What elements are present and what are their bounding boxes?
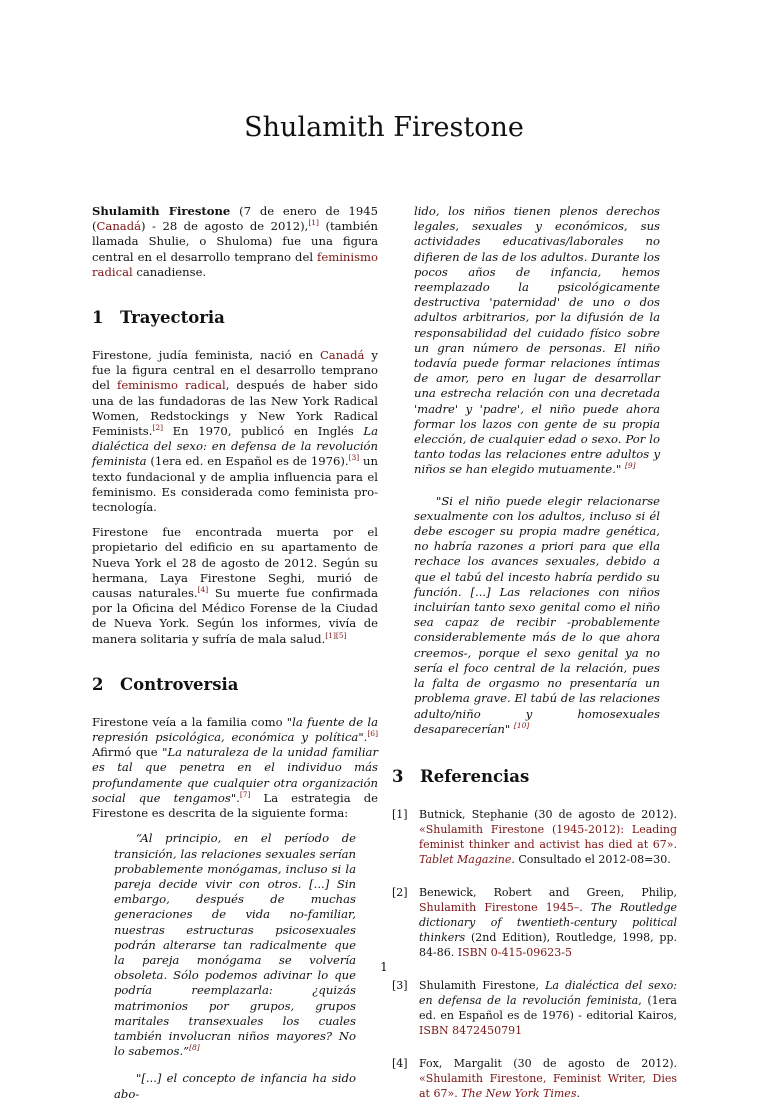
ref-link[interactable]: [4]	[197, 585, 209, 595]
text: Shulamith Firestone,	[419, 978, 546, 992]
reference-number: [3]	[392, 978, 408, 992]
text: Su muerte fue confirmada por la Oficina del Médico Forense de la Ciudad de Nueva York. Según los informes, vivía de manera solitaria y sufría de mala salud.	[92, 586, 378, 646]
isbn-link[interactable]: ISBN 8472450791	[419, 1023, 523, 1037]
section-heading-controversia	[92, 675, 378, 695]
text: Firestone veía a la familia como "	[92, 714, 293, 729]
reference-link[interactable]: «Shulamith Firestone, Feminist Writer, Dies at 67».	[419, 1071, 677, 1100]
text: Butnick, Stephanie (30 de agosto de 2012).	[419, 807, 677, 821]
text: Fox, Margalit (30 de agosto de 2012).	[419, 1056, 677, 1070]
blockquote-continued	[392, 204, 677, 737]
text: , después de haber sido una de las fundadoras de las New York Radical Women, Redstockings y New York Radical Feminists.	[92, 378, 378, 439]
ref-link[interactable]: [10]	[513, 720, 530, 730]
reference-number: [1]	[392, 807, 408, 821]
left-column	[92, 204, 378, 1112]
subject-name: Shulamith Firestone	[92, 204, 231, 218]
quote-text	[414, 204, 660, 478]
quoted-text: la fuente de la represión psicológica, económica y política	[92, 714, 378, 745]
ref-link[interactable]: [9]	[624, 461, 636, 471]
quote-text: "[...] el concepto de infancia ha sido abo-	[114, 1071, 356, 1101]
ref-link[interactable]: [7]	[239, 790, 251, 800]
book-title: The Routledge dictionary of twentieth-century political thinkers	[419, 900, 677, 944]
reference-item	[392, 807, 677, 867]
ref-link[interactable]: [3]	[348, 453, 360, 463]
text: (1era ed. en Español es de 1976).	[146, 454, 349, 469]
book-title: La dialéctica del sexo: en defensa de la revolución feminista	[92, 424, 378, 469]
page-number: 1	[380, 960, 388, 974]
text: Firestone fue encontrada muerta por el propietario del edificio en su apartamento de Nueva York el 28 de agosto de 2012. Según su hermana, Laya Firestone Seghi, murió de causas naturales.	[92, 525, 378, 601]
reference-item	[392, 885, 677, 960]
references-list	[392, 807, 677, 1101]
ref-link[interactable]: [6]	[367, 729, 378, 739]
publication-name: Tablet Magazine	[419, 852, 512, 866]
text: En 1970, publicó en Inglés	[163, 424, 364, 439]
reference-link[interactable]: «Shulamith Firestone (1945-2012): Leading feminist thinker and activist has died at 67».	[419, 822, 677, 851]
text: , (1era ed. en Español es de 1976) - editorial Kairos,	[419, 993, 677, 1022]
reference-number: [2]	[392, 885, 408, 899]
paragraph	[92, 715, 378, 821]
page-title: Shulamith Firestone	[244, 112, 524, 143]
section-heading-trayectoria	[92, 308, 378, 328]
intro-text: (también llamada Shulie, o Shuloma) fue una figura central en el desarrollo temprano del	[92, 219, 378, 264]
text: Afirmó que "	[92, 745, 168, 760]
section-number: 2	[92, 674, 104, 694]
intro-text: ) - 28 de agosto de 2012),	[141, 219, 309, 234]
intro-paragraph	[92, 204, 378, 280]
text: y fue la figura central en el desarrollo temprano del	[92, 348, 378, 393]
link-feminismo-radical[interactable]: feminismo radical	[117, 378, 226, 393]
section-title: Controversia	[120, 674, 239, 694]
section-number: 3	[392, 766, 404, 786]
publication-name: The New York Times	[461, 1086, 577, 1100]
quote-text	[114, 831, 356, 1059]
text: (2nd Edition), Routledge, 1998, pp. 84-86.	[419, 930, 677, 959]
ref-link[interactable]: [1]	[308, 218, 319, 228]
ref-link[interactable]: [1][5]	[325, 630, 347, 640]
text: .	[576, 1086, 580, 1100]
text: lido, los niños tienen plenos derechos legales, sexuales y económicos, sus actividades educativas/laborales no difieren de las de los adultos. Durante los pocos años de infancia, hemos reemplazado la psicológicamente destructiva 'paternidad' de uno o dos adultos arbitrarios, por la difusión de la responsabilidad del cuidado físico sobre un gran número de personas. El niño todavía puede formar relaciones íntimas de amor, pero en lugar de desarrollar una estrecha relación con una decretada 'madre' y 'padre', el niño puede ahora formar los lazos con gente de su propia elección, de cualquier edad o sexo. Por lo tanto todas las relaciones entre adultos y niños se han elegido mutuamente."	[414, 204, 660, 477]
isbn-link[interactable]: ISBN 0-415-09623-5	[457, 945, 572, 959]
text: . Consultado el 2012-08=30.	[511, 852, 671, 866]
text: .	[579, 900, 591, 914]
text: Firestone, judía feminista, nació en	[92, 348, 320, 363]
section-number: 1	[92, 308, 104, 328]
section-title: Referencias	[420, 766, 530, 786]
link-feminismo-radical[interactable]: feminismo radical	[92, 249, 378, 279]
text: "Si el niño puede elegir relacionarse sexualmente con los adultos, incluso si él debe escoger su propia madre genética, no habría razones a priori para que ella rechace los avances sexuales, debido a que el tabú del incesto habría perdido su función. [...] Las relaciones con niños incluirían tanto sexo genital como el niño sea capaz de recibir -probablemente considerablemente más de lo que ahora creemos-, porque el sexo genital ya no sería el foco central de la relación, pues la falta de orgasmo no presentaría un problema grave. El tabú de las relaciones adulto/niño y homosexuales desaparecerían"	[414, 493, 660, 736]
link-canada[interactable]: Canadá	[96, 219, 142, 234]
text: La estrategia de Firestone es descrita de la siguiente forma:	[92, 790, 378, 821]
quoted-text: La naturaleza de la unidad familiar es tal que penetra en el individuo más profundamente que cualquier otra organización social que tengamos	[92, 745, 378, 805]
link-canada[interactable]: Canadá	[319, 348, 365, 363]
text: Benewick, Robert and Green, Philip,	[419, 885, 677, 899]
section-title: Trayectoria	[120, 308, 225, 328]
quote-text	[414, 494, 660, 737]
reference-item	[392, 978, 677, 1038]
intro-text: (7 de enero de 1945 (	[92, 204, 379, 234]
intro-text: canadiense.	[132, 264, 207, 279]
reference-item	[392, 1056, 677, 1101]
text: ".	[358, 730, 368, 745]
reference-number: [4]	[392, 1056, 408, 1070]
text: ".	[230, 790, 240, 805]
text: “Al principio, en el período de transición, las relaciones sexuales serían probablemente monógamas, incluso si la pareja decide vivir con otros. [...] Sin embargo, después de muchas generaciones de vida no-familiar, nuestras estructuras psicosexuales podrán alterarse tan radicalmente que la pareja monógama se volvería obsoleta. Sólo podemos adivinar lo que podría reemplazarla: ¿quizás matrimonios por grupos, grupos maritales transexuales los cuales también involucran niños mayores? No lo sabemos.”	[114, 831, 356, 1059]
right-column	[392, 204, 677, 1119]
ref-link[interactable]: [8]	[189, 1043, 200, 1053]
paragraph	[92, 348, 378, 515]
section-heading-referencias	[392, 767, 677, 787]
reference-link[interactable]: Shulamith Firestone 1945–	[419, 900, 580, 914]
ref-link[interactable]: [2]	[152, 423, 164, 433]
text: un texto fundacional y de amplia influencia para el feminismo. Es considerada como feminista pro-tecnología.	[92, 454, 378, 515]
book-title: La dialéctica del sexo: en defensa de la revolución feminista	[419, 978, 677, 1007]
paragraph	[92, 525, 378, 647]
